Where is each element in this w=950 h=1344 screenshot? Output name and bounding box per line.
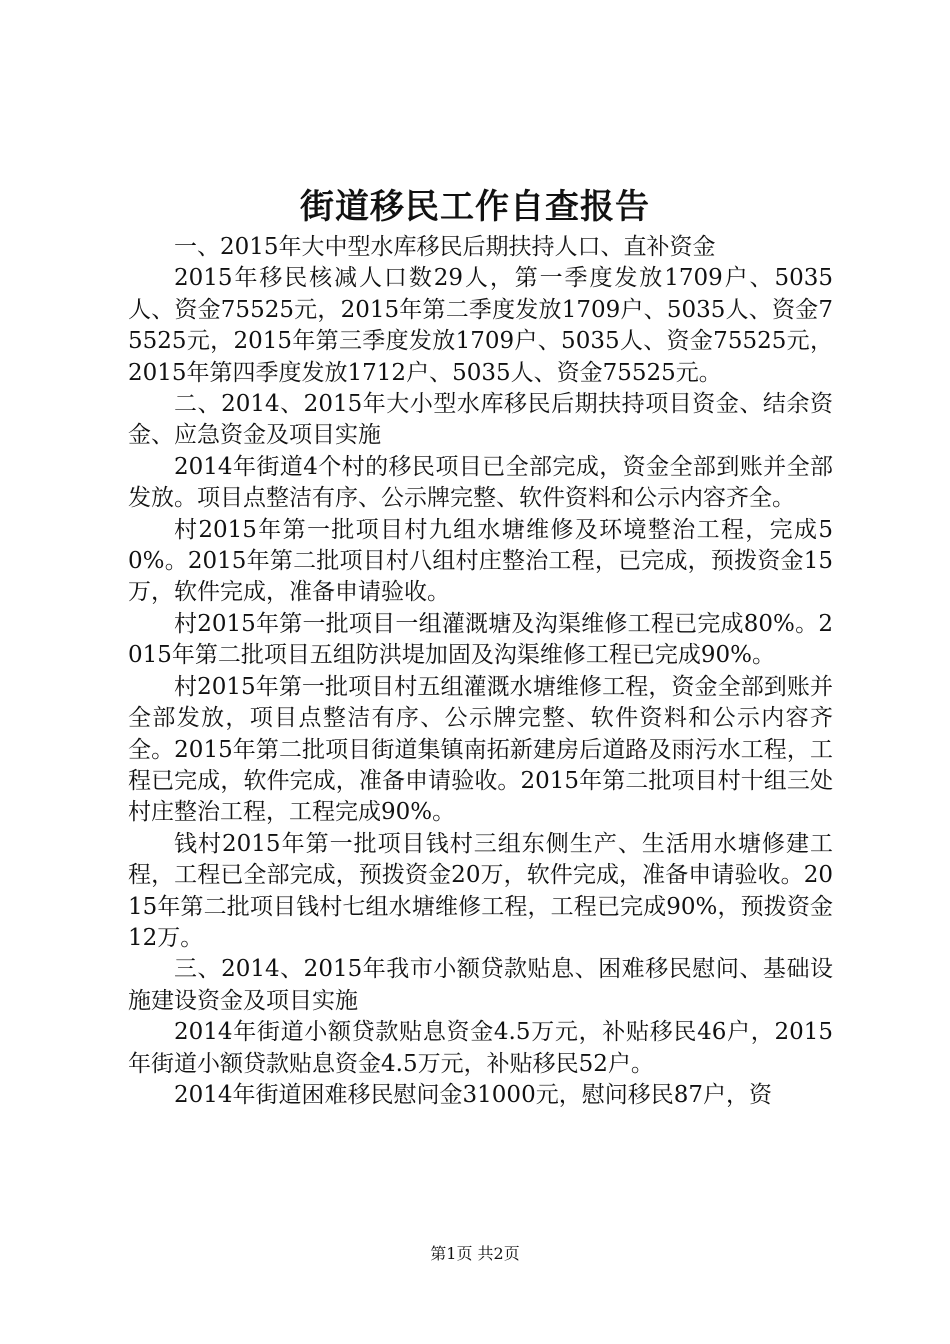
paragraph: 2014年街道困难移民慰问金31000元，慰问移民87户，资 (174, 1081, 772, 1108)
paragraph: 2014年街道小额贷款贴息资金4.5万元，补贴移民46户，2015年街道小额贷款贴息资金4.5万元，补贴移民52户。 (128, 1019, 833, 1077)
paragraph: 2015年移民核减人口数29人，第一季度发放1709户、5035人、资金75525元，2015年第二季度发放1709户、5035人、资金75525元，2015年第三季度发放1709户、5035人、资金75525元，2015年第四季度发放1712户、5035人、资金75525元。 (128, 265, 833, 386)
document-body (128, 232, 833, 1111)
paragraph: 钱村2015年第一批项目钱村三组东侧生产、生活用水塘修建工程，工程已全部完成，预拨资金20万，软件完成，准备申请验收。2015年第二批项目钱村七组水塘维修工程，工程已完成90%，预拨资金12万。 (128, 830, 833, 951)
paragraph: 村2015年第一批项目村五组灌溉水塘维修工程，资金全部到账并全部发放，项目点整洁有序、公示牌完整、软件资料和公示内容齐全。2015年第二批项目街道集镇南拓新建房后道路及雨污水工程，工程已完成，软件完成，准备申请验收。2015年第二批项目村十组三处村庄整治工程，工程完成90%。 (128, 673, 833, 826)
paragraph: 村2015年第一批项目一组灌溉塘及沟渠维修工程已完成80%。2015年第二批项目五组防洪堤加固及沟渠维修工程已完成90%。 (128, 610, 833, 669)
section-heading-1: 一、2015年大中型水库移民后期扶持人口、直补资金 (174, 234, 716, 260)
paragraph: 村2015年第一批项目村九组水塘维修及环境整治工程，完成50%。2015年第二批项目村八组村庄整治工程，已完成，预拨资金15万，软件完成，准备申请验收。 (128, 516, 833, 606)
page-number-footer: 第1页 共2页 (430, 1244, 520, 1263)
section-heading-2: 二、2014、2015年大小型水库移民后期扶持项目资金、结余资金、应急资金及项目实施 (128, 391, 833, 449)
paragraph: 2014年街道4个村的移民项目已全部完成，资金全部到账并全部发放。项目点整洁有序、公示牌完整、软件资料和公示内容齐全。 (128, 453, 833, 512)
section-heading-3: 三、2014、2015年我市小额贷款贴息、困难移民慰问、基础设施建设资金及项目实施 (128, 956, 833, 1014)
document-title: 街道移民工作自查报告 (300, 187, 650, 227)
